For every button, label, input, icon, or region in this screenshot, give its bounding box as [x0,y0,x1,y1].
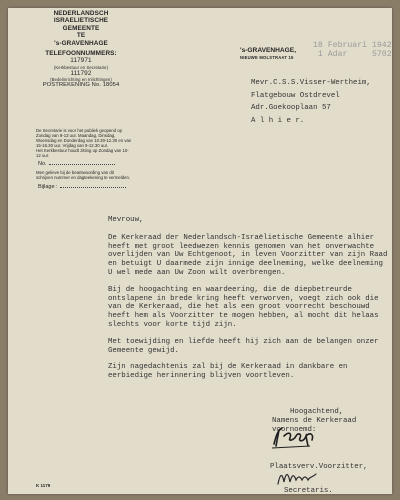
closing-line-2: Namens de Kerkeraad voornoemd: [272,416,357,434]
phone-2: 111792 [70,69,92,77]
paragraph-4: Zijn nagedachtenis zal bij de Kerkeraad in dankbare en eerbiedige herinnering blijven voortleven. [108,363,348,381]
secretary-signature [276,468,322,488]
letter-date [313,42,392,59]
phone-1-note: (Kerkbestuur en Secretarie) [53,64,109,70]
vice-chair-title: Plaatsverv.Voorzitter, [270,463,368,471]
vice-chair-signature [270,424,320,450]
date-gregorian: 18 Februari 1942 [313,41,392,50]
postrekening: POSTREKENING No. 18054 [42,82,120,89]
reply-notice: Men gelieve bij de beantwoording van dit schrijven nummer en dagteekening te vermelden. [36,170,131,181]
paragraph-1: De Kerkeraad der Nederlandsch-Israëlietische Gemeente alhier heeft met groot leedwezen kennis genomen van het onverwachte overlijden van Uw Echtgenoot, in leven Voorzitter van zijn Raad en betuigt U daarmede zijn innige deelneming, welke deelneming U wel mede aan Uw Zoon wilt overbrengen. [108,233,388,277]
date-hebrew: 1 Adar 5702 [317,49,392,59]
org-name-line3: TE [76,32,86,40]
recipient-block [251,77,371,127]
phones-label: TELEFOONNUMMERS: [45,50,117,58]
org-name-line2: ISRAELIETISCHE GEMEENTE [53,17,109,32]
org-name-line4: 's-GRAVENHAGE [54,39,108,47]
letter-sheet [8,8,392,494]
reference-number-field: No. [38,161,115,167]
letterhead-address: NIEUWE MOLSTRAAT 15 [240,55,294,60]
phone-2-note: (Bedelinrichting en Inlichtingen) [50,77,112,83]
closing-line-1: Hoogachtend, [290,408,344,416]
secretary-title: Secretaris. [284,487,333,495]
letter-body [108,216,388,389]
recipient-city: A l h i e r. [251,116,305,125]
recipient-name: Mevr.C.S.S.Visser-Wertheim, [251,79,371,87]
office-hours-notice: De Secretarie is voor het publiek geopend op Zondag van 9-13 uur. Maandag, Dinsdag, Woensdag en Donderdag van 10.30-12.30 en van 15-16.30 uur, Vrijdag van 9-12.30 uur. Het Kerkbestuur houdt zitting op Zondag van 10-12 uur. [36,128,132,159]
paragraph-2: Bij de hoogachting en waardeering, die de diepbetreurde ontslapene in brede kring heeft verworven, voegt zich ook die van de Kerkeraad, die het als een groot voorrecht beschouwd heeft hem als Voorzitter te mogen hebben, al mocht dit helaas slechts voor korte tijd zijn. [108,285,379,329]
paragraph-3: Met toewijding en liefde heeft hij zich aan de belangen onzer Gemeente gewijd. [108,337,379,355]
letterhead [38,10,124,90]
attachment-field: Bijlage : [38,184,126,190]
catalog-number: K 1179 [36,483,51,488]
salutation: Mevrouw, [108,216,144,224]
org-name-line1: NEDERLANDSCH [53,10,109,17]
recipient-street: Adr.Goekooplaan 57 [251,104,331,113]
recipient-building: Flatgebouw Ostdrevel [251,91,340,100]
phone-1: 117971 [70,57,92,65]
letterhead-city: 's-GRAVENHAGE, [240,47,297,54]
